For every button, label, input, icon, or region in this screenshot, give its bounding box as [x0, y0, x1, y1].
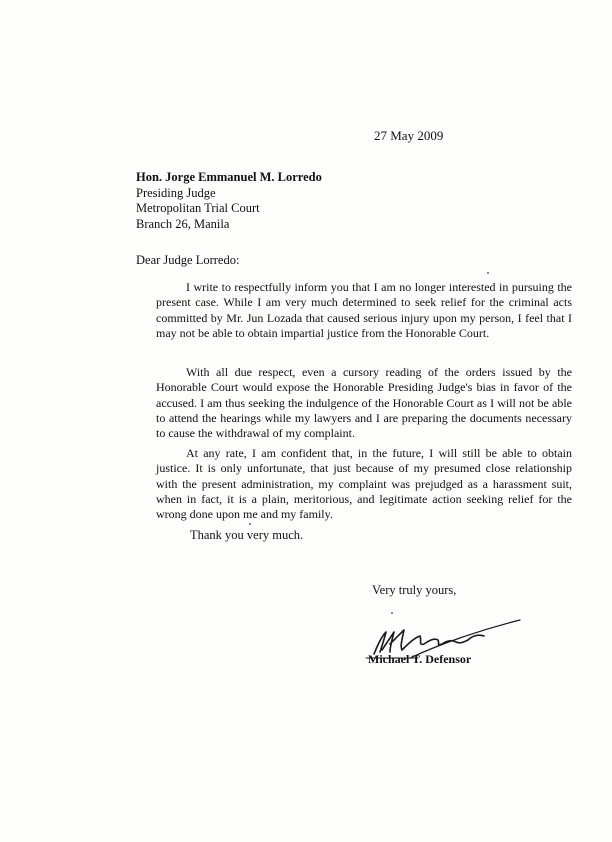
paragraph-2-text: With all due respect, even a cursory reading of the orders issued by the Honorable Court would expose the Honorable Presiding Judge's bias in favor of the accused. I am thus seeking the indulgence of the Honorable Court as I will not be able to attend the hearings while my lawyers and I are preparing the documents necessary to cause the withdrawal of my complaint. — [156, 365, 572, 441]
recipient-court: Metropolitan Trial Court — [136, 201, 260, 215]
recipient-block — [136, 170, 322, 232]
signer-name: Michael T. Defensor — [368, 652, 472, 666]
letter-date: 27 May 2009 — [374, 128, 444, 143]
paragraph-1-text: I write to respectfully inform you that I am no longer interested in pursuing the present case. While I am very much determined to seek relief for the criminal acts committed by Mr. Jun Lozada that caused serious injury upon my person, I feel that I may not be able to obtain impartial justice from the Honorable Court. — [156, 280, 572, 340]
thanks-line: Thank you very much. — [190, 528, 304, 542]
paragraph-3-text: At any rate, I am confident that, in the future, I will still be able to obtain justice. It is only unfortunate, that just because of my presumed close relationship with the present administration, my complaint was prejudged as a harassment suit, when in fact, it is a plain, meritorious, and legitimate action seeking relief for the wrong done upon me and my family. — [156, 446, 572, 522]
body-paragraph-2 — [156, 365, 572, 441]
body-paragraph-3 — [156, 446, 572, 522]
salutation: Dear Judge Lorredo: — [136, 253, 240, 267]
scan-speck — [249, 523, 251, 525]
recipient-title: Presiding Judge — [136, 185, 216, 200]
scan-speck — [391, 612, 393, 614]
body-paragraph-1 — [156, 280, 572, 341]
recipient-branch: Branch 26, Manila — [136, 216, 230, 231]
recipient-name: Hon. Jorge Emmanuel M. Lorredo — [136, 170, 322, 184]
scan-speck — [487, 272, 489, 274]
closing-line: Very truly yours, — [372, 583, 457, 597]
